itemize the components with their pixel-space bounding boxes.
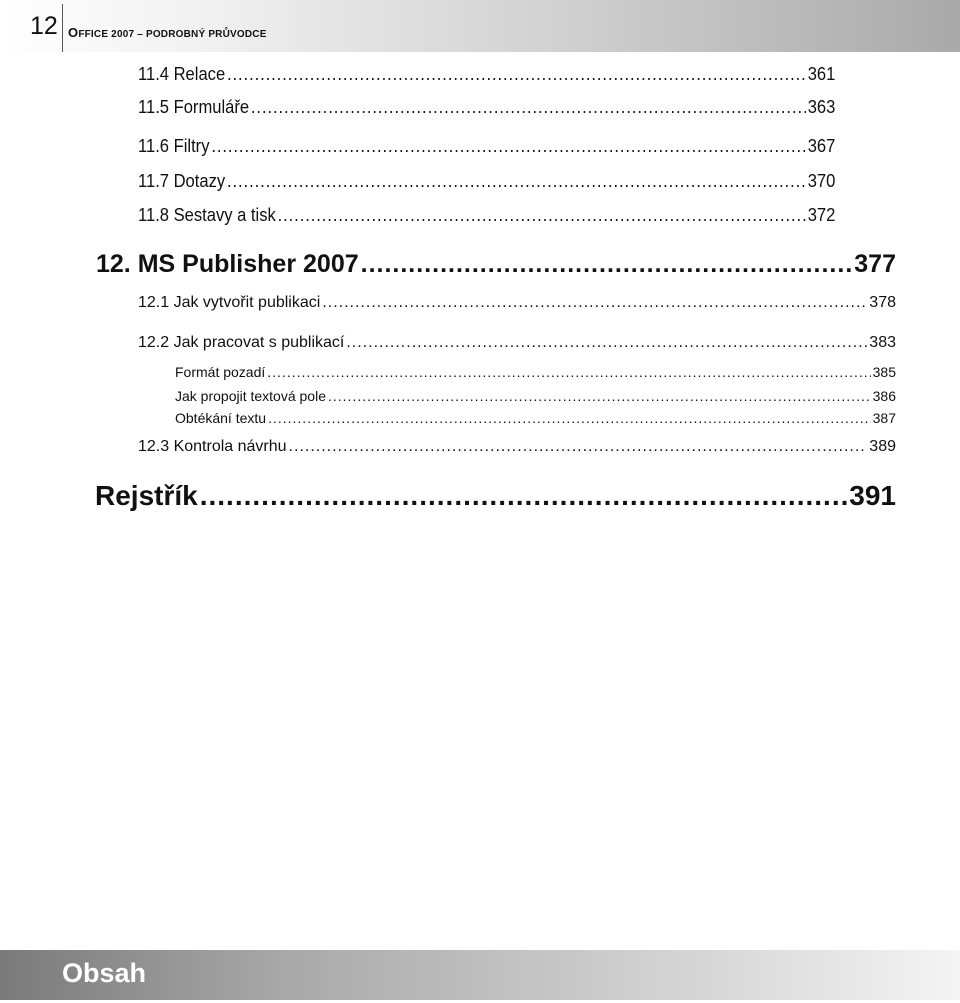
toc-entry-label: 12. MS Publisher 2007 — [96, 250, 359, 278]
page-number: 12 — [30, 12, 58, 40]
toc-entry-label: Rejstřík — [95, 480, 198, 511]
toc-entry-page: 363 — [807, 97, 836, 117]
toc-entry[interactable] — [138, 171, 835, 195]
toc-entry-label: 12.1 Jak vytvořit publikaci — [138, 294, 321, 311]
toc-leader-dots — [328, 388, 871, 404]
toc-entry[interactable] — [138, 97, 835, 121]
toc-entry[interactable] — [138, 64, 835, 88]
toc-entry-label: Jak propojit textová pole — [175, 388, 326, 404]
toc-entry-page: 378 — [869, 294, 896, 311]
toc-entry-page: 361 — [807, 64, 836, 84]
toc-entry-page: 391 — [849, 480, 896, 511]
toc-chapter-entry[interactable] — [96, 250, 896, 280]
toc-leader-dots — [211, 136, 806, 157]
header-divider — [62, 4, 63, 52]
toc-entry-page: 389 — [869, 438, 896, 455]
toc-entry-label: 12.3 Kontrola návrhu — [138, 438, 287, 455]
toc-entry-page: 386 — [872, 388, 896, 404]
toc-index-entry[interactable] — [95, 480, 896, 514]
toc-entry-page: 387 — [872, 410, 896, 426]
toc-entry-label: 11.4 Relace — [138, 64, 226, 84]
toc-entry-page: 383 — [869, 334, 896, 351]
toc-leader-dots — [227, 171, 806, 192]
toc-entry-page: 372 — [807, 205, 836, 225]
toc-leader-dots — [289, 438, 868, 456]
toc-leader-dots — [322, 294, 867, 312]
running-title-main: FFICE 2007 — [78, 29, 135, 40]
toc-leader-dots — [267, 364, 870, 380]
toc-entry-page: 377 — [854, 250, 896, 278]
running-title — [68, 25, 267, 40]
toc-entry-label: 11.7 Dotazy — [138, 171, 226, 191]
toc-entry[interactable] — [138, 294, 896, 316]
toc-entry[interactable] — [175, 410, 896, 428]
toc-entry-page: 367 — [807, 136, 836, 156]
section-title: Obsah — [62, 958, 147, 988]
toc-entry[interactable] — [138, 438, 896, 460]
toc-entry-label: Formát pozadí — [175, 364, 266, 380]
toc-entry-label: 11.5 Formuláře — [138, 97, 250, 117]
toc-entry-page: 385 — [872, 364, 896, 380]
page-footer — [0, 950, 960, 1000]
running-title-sub: – PODROBNÝ PRŮVODCE — [134, 29, 267, 40]
toc-leader-dots — [227, 64, 806, 85]
toc-leader-dots — [346, 334, 867, 352]
running-title-initial: O — [68, 25, 79, 40]
toc-leader-dots — [361, 250, 853, 279]
toc-entry[interactable] — [138, 136, 835, 160]
toc-entry[interactable] — [175, 388, 896, 406]
toc-leader-dots — [200, 480, 848, 512]
toc-entry-label: 11.6 Filtry — [138, 136, 210, 156]
toc-leader-dots — [268, 410, 871, 426]
toc-entry-label: 12.2 Jak pracovat s publikací — [138, 334, 345, 351]
toc-entry-page: 370 — [807, 171, 836, 191]
toc-entry-label: 11.8 Sestavy a tisk — [138, 205, 276, 225]
toc-entry-label: Obtékání textu — [175, 410, 267, 426]
toc-entry[interactable] — [175, 364, 896, 382]
toc-entry[interactable] — [138, 334, 896, 356]
page-header — [0, 0, 960, 52]
toc-leader-dots — [251, 97, 806, 118]
toc-leader-dots — [278, 205, 806, 226]
toc-entry[interactable] — [138, 205, 835, 229]
